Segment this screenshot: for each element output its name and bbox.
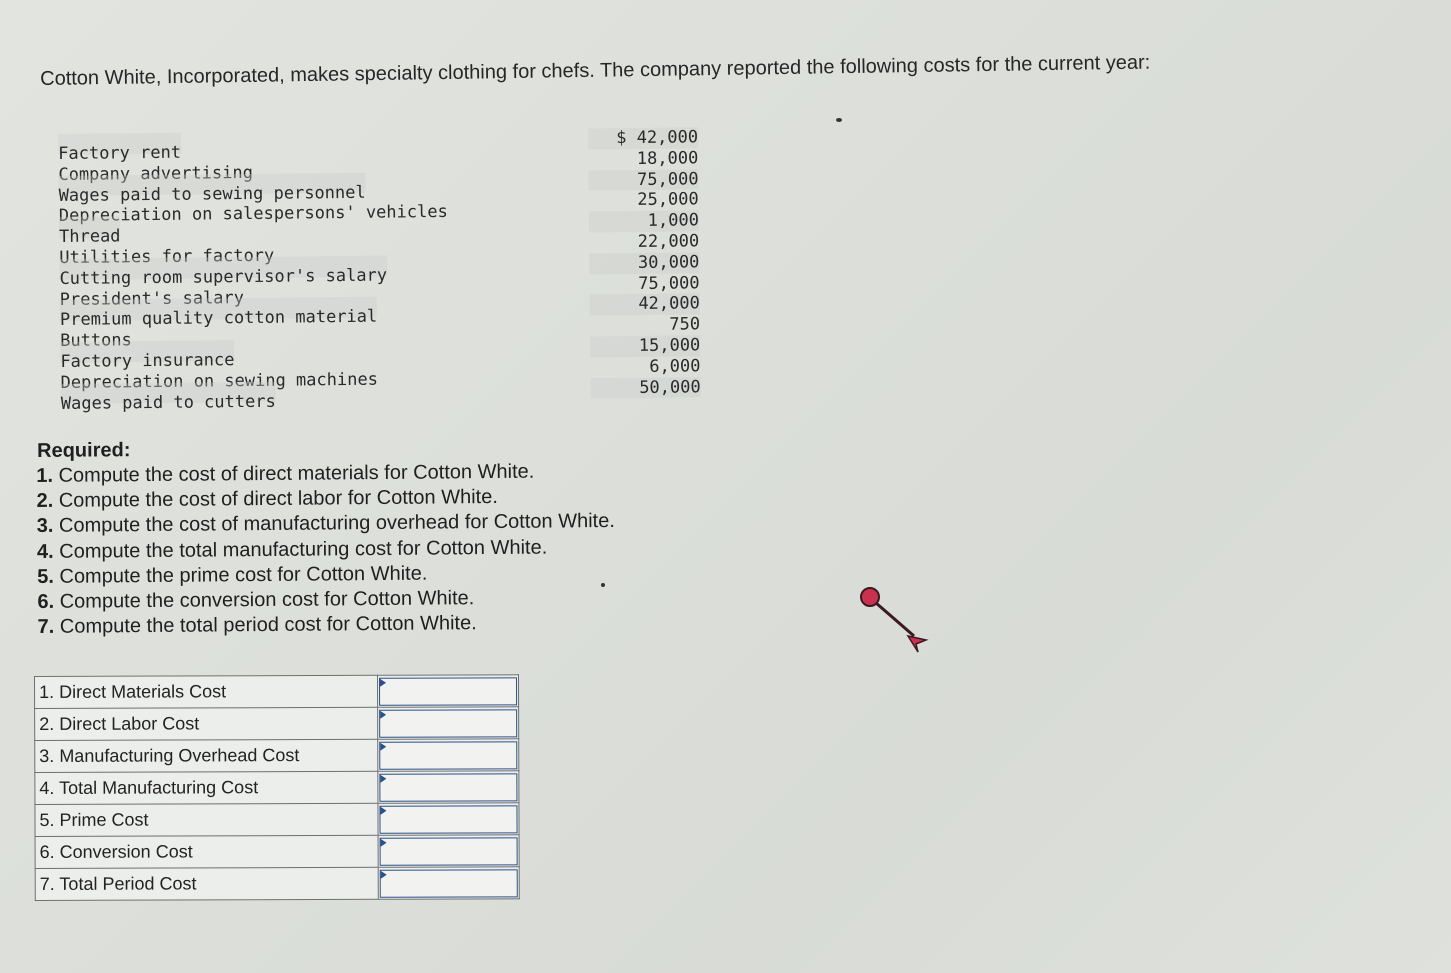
- answer-input-cell: [378, 803, 519, 835]
- cost-value: 6,000: [649, 356, 701, 377]
- answer-input-cell: [378, 739, 519, 771]
- required-list: [36, 459, 616, 640]
- direct-labor-cost-input[interactable]: [379, 709, 517, 737]
- input-marker-icon: [380, 775, 386, 783]
- input-marker-icon: [380, 679, 386, 687]
- required-item-text: Compute the total manufacturing cost for Cotton White.: [59, 536, 548, 563]
- cost-value: 30,000: [589, 252, 699, 274]
- cost-label: Utilities for factory: [59, 245, 275, 268]
- required-item-number: 3.: [36, 515, 54, 538]
- answer-row: [35, 771, 519, 805]
- total-period-cost-input[interactable]: [380, 869, 518, 897]
- required-item-number: 6.: [37, 590, 55, 613]
- pen-cursor-icon: [856, 584, 936, 656]
- cost-label: Cutting room supervisor's salary: [59, 255, 387, 279]
- cost-label: Depreciation on salespersons' vehicles: [58, 202, 448, 227]
- cost-value: 42,000: [590, 294, 700, 316]
- cost-label: Thread: [59, 217, 121, 238]
- prime-cost-input[interactable]: [379, 805, 517, 833]
- cost-value: 1,000: [589, 210, 699, 232]
- required-section: [36, 435, 616, 640]
- answer-table: [34, 674, 520, 901]
- required-item-text: Compute the cost of direct materials for Cotton White.: [58, 460, 535, 487]
- cost-value: 18,000: [636, 148, 699, 169]
- required-item-text: Compute the conversion cost for Cotton White.: [59, 587, 475, 613]
- cost-label: Company advertising: [58, 162, 253, 185]
- cost-value: 22,000: [637, 231, 700, 252]
- answer-input-cell: [378, 867, 519, 899]
- cost-value: 25,000: [637, 189, 699, 211]
- answer-row: [35, 739, 519, 773]
- problem-intro: Cotton White, Incorporated, makes specialty clothing for chefs. The company reported the following costs for the current year:: [40, 51, 1151, 90]
- cost-label: President's salary: [59, 287, 245, 310]
- required-item: [37, 535, 615, 565]
- answer-row: [35, 675, 519, 709]
- cost-label: Factory rent: [58, 133, 181, 155]
- cost-label: Factory insurance: [60, 340, 234, 363]
- cost-label: Premium quality cotton material: [60, 297, 377, 321]
- required-item-number: 2.: [36, 490, 54, 513]
- cost-label: Wages paid to cutters: [61, 381, 276, 404]
- answer-label: 4. Total Manufacturing Cost: [35, 771, 378, 804]
- conversion-cost-input[interactable]: [380, 837, 518, 865]
- cost-list: [58, 127, 701, 414]
- required-item: [38, 610, 616, 640]
- answer-row: [35, 835, 519, 869]
- required-item-number: 7.: [37, 615, 55, 639]
- answer-row: [35, 867, 519, 901]
- required-item-text: Compute the cost of manufacturing overhead for Cotton White.: [58, 510, 615, 538]
- required-heading: Required:: [36, 439, 131, 462]
- answer-row: [35, 803, 519, 837]
- input-marker-icon: [381, 871, 387, 879]
- required-item-number: 1.: [36, 464, 54, 487]
- required-item: [36, 459, 614, 489]
- answer-label: 5. Prime Cost: [35, 803, 378, 836]
- answer-input-cell: [378, 771, 519, 803]
- cost-value: 15,000: [590, 335, 700, 357]
- cost-value: 50,000: [591, 377, 701, 399]
- required-item-number: 4.: [36, 540, 54, 563]
- cost-value: $ 42,000: [588, 127, 698, 149]
- input-marker-icon: [380, 807, 386, 815]
- answer-label: 1. Direct Materials Cost: [35, 675, 378, 708]
- answer-input-cell: [378, 835, 519, 867]
- manufacturing-overhead-cost-input[interactable]: [379, 741, 517, 769]
- answer-label: 7. Total Period Cost: [35, 867, 378, 900]
- required-item-number: 5.: [37, 565, 54, 588]
- cost-label: Depreciation on sewing machines: [60, 369, 378, 393]
- required-item-text: Compute the cost of direct labor for Cotton White.: [58, 486, 498, 512]
- screen-speck: [601, 583, 605, 587]
- input-marker-icon: [381, 839, 387, 847]
- screen-speck: [836, 118, 842, 122]
- cost-label: Wages paid to sewing personnel: [58, 172, 365, 196]
- answer-row: [35, 707, 519, 741]
- answer-label: 3. Manufacturing Overhead Cost: [35, 739, 378, 772]
- required-item-text: Compute the total period cost for Cotton White.: [59, 612, 477, 638]
- cost-value: 75,000: [588, 169, 698, 191]
- cost-value: 75,000: [638, 272, 700, 294]
- answer-label: 6. Conversion Cost: [35, 835, 378, 868]
- total-manufacturing-cost-input[interactable]: [379, 773, 517, 801]
- direct-materials-cost-input[interactable]: [379, 677, 517, 705]
- answer-input-cell: [377, 675, 518, 707]
- input-marker-icon: [380, 743, 386, 751]
- cost-label: Buttons: [60, 330, 132, 352]
- answer-label: 2. Direct Labor Cost: [35, 707, 378, 740]
- required-item-text: Compute the prime cost for Cotton White.: [59, 562, 428, 588]
- answer-input-cell: [378, 707, 519, 739]
- cost-value: 750: [669, 314, 701, 335]
- input-marker-icon: [380, 711, 386, 719]
